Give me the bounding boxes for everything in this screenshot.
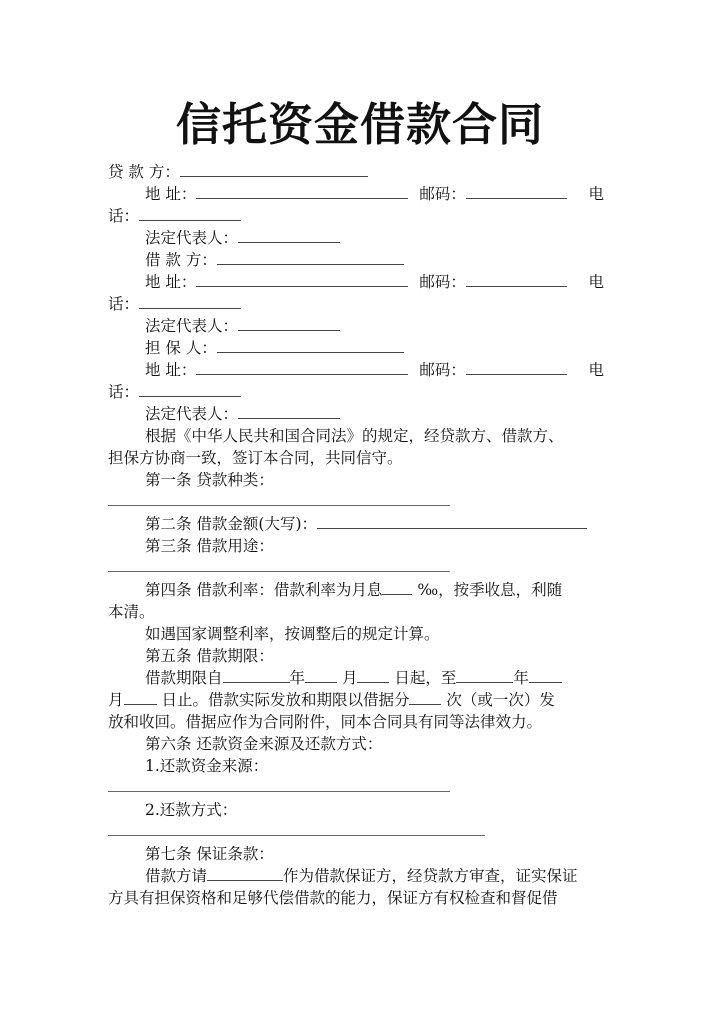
start-year-field[interactable] (223, 667, 290, 683)
borrower-field[interactable] (217, 249, 404, 265)
guarantor-name-field[interactable] (207, 865, 283, 881)
article-4-note: 如遇国家调整利率，按调整后的规定计算。 (145, 625, 440, 643)
article-6-item-1: 1.还款资金来源： (145, 757, 269, 775)
text: 借款期限自 (145, 669, 223, 687)
postcode-label: 邮码： (419, 361, 466, 379)
guarantor-address-line (108, 359, 604, 381)
article-7-line-1 (108, 865, 604, 887)
phone-field[interactable] (139, 205, 241, 221)
loan-amount-field[interactable] (317, 513, 587, 529)
article-4-line (108, 579, 604, 601)
rep-label: 法定代表人： (145, 317, 239, 335)
repayment-source-field[interactable] (108, 777, 604, 799)
postcode-label: 邮码： (419, 185, 466, 203)
article-4-text-b: ‰，按季收息，利随 (412, 581, 563, 599)
text: 日止。借款实际发放和期限以借据分 (156, 691, 410, 709)
article-2-line (108, 513, 604, 535)
phone-label-b: 话： (108, 295, 140, 313)
borrower-rep-line (108, 315, 604, 337)
article-7-line-2: 方具有担保资格和足够代偿借款的能力，保证方有权检查和督促借 (108, 889, 558, 907)
phone-field[interactable] (139, 293, 241, 309)
borrower-label: 借 款 方： (145, 251, 217, 269)
phone-field[interactable] (139, 381, 241, 397)
start-day-field[interactable] (357, 667, 389, 683)
lender-label: 贷 款 方： (108, 163, 180, 181)
article-2-heading: 第二条 借款金额(大写)： (145, 515, 318, 533)
address-field[interactable] (196, 183, 408, 199)
text: 年 (513, 669, 529, 687)
rep-label: 法定代表人： (145, 405, 239, 423)
article-7-heading: 第七条 保证条款： (145, 845, 274, 863)
text: 年 (289, 669, 306, 687)
address-field[interactable] (196, 359, 408, 375)
article-6-item-2: 2.还款方式： (145, 801, 238, 819)
text: 借款方请 (145, 867, 208, 885)
text: 月 (337, 669, 358, 687)
borrower-address-line (108, 271, 604, 293)
rep-field[interactable] (238, 403, 340, 419)
address-label: 地 址： (145, 185, 197, 203)
rep-field[interactable] (238, 227, 340, 243)
guarantor-line (108, 337, 604, 359)
start-month-field[interactable] (305, 667, 337, 683)
postcode-field[interactable] (466, 271, 567, 287)
guarantor-phone-line (108, 381, 604, 403)
article-3-field[interactable] (108, 557, 604, 579)
phone-label-b: 话： (108, 207, 140, 225)
lender-line (108, 161, 604, 183)
article-4-line-2: 本清。 (108, 603, 155, 621)
borrower-line (108, 249, 604, 271)
lender-field[interactable] (180, 161, 368, 177)
text: 次（或一次）发 (441, 691, 555, 709)
preamble-line-2: 担保方协商一致，签订本合同，共同信守。 (108, 449, 403, 467)
guarantor-rep-line (108, 403, 604, 425)
borrower-phone-line (108, 293, 604, 315)
phone-label-a: 电 (588, 273, 604, 291)
postcode-field[interactable] (466, 359, 567, 375)
article-1-field[interactable] (108, 491, 604, 513)
text: 月 (108, 691, 124, 709)
document-title: 信托资金借款合同 (175, 98, 544, 151)
article-6-heading: 第六条 还款资金来源及还款方式： (145, 735, 383, 753)
postcode-label: 邮码： (419, 273, 466, 291)
lender-rep-line (108, 227, 604, 249)
article-5-heading: 第五条 借款期限： (145, 647, 274, 665)
end-day-field[interactable] (124, 689, 157, 705)
lender-phone-line (108, 205, 604, 227)
text: 作为借款保证方，经贷款方审查，证实保证 (283, 867, 578, 885)
interest-rate-field[interactable] (382, 579, 412, 595)
article-3-heading: 第三条 借款用途： (145, 537, 274, 555)
phone-label-a: 电 (588, 361, 604, 379)
article-5-line-1 (108, 667, 604, 689)
end-month-field[interactable] (529, 667, 562, 683)
guarantor-label: 担 保 人： (145, 339, 217, 357)
article-5-line-3: 放和收回。借据应作为合同附件，同本合同具有同等法律效力。 (108, 713, 543, 731)
rep-field[interactable] (238, 315, 340, 331)
phone-label-b: 话： (108, 383, 140, 401)
contract-body (108, 161, 604, 909)
article-5-line-2 (108, 689, 604, 711)
address-label: 地 址： (145, 361, 197, 379)
preamble-line-1: 根据《中华人民共和国合同法》的规定，经贷款方、借款方、 (145, 427, 564, 445)
article-1-heading: 第一条 贷款种类： (145, 471, 274, 489)
article-4-text: 第四条 借款利率：借款利率为月息 (145, 581, 383, 599)
postcode-field[interactable] (466, 183, 567, 199)
phone-label-a: 电 (588, 185, 604, 203)
end-year-field[interactable] (456, 667, 513, 683)
lender-address-line (108, 183, 604, 205)
repayment-method-field[interactable] (108, 821, 604, 843)
address-field[interactable] (196, 271, 408, 287)
rep-label: 法定代表人： (145, 229, 239, 247)
installments-field[interactable] (409, 689, 441, 705)
address-label: 地 址： (145, 273, 197, 291)
guarantor-field[interactable] (217, 337, 404, 353)
text: 日起，至 (389, 669, 457, 687)
